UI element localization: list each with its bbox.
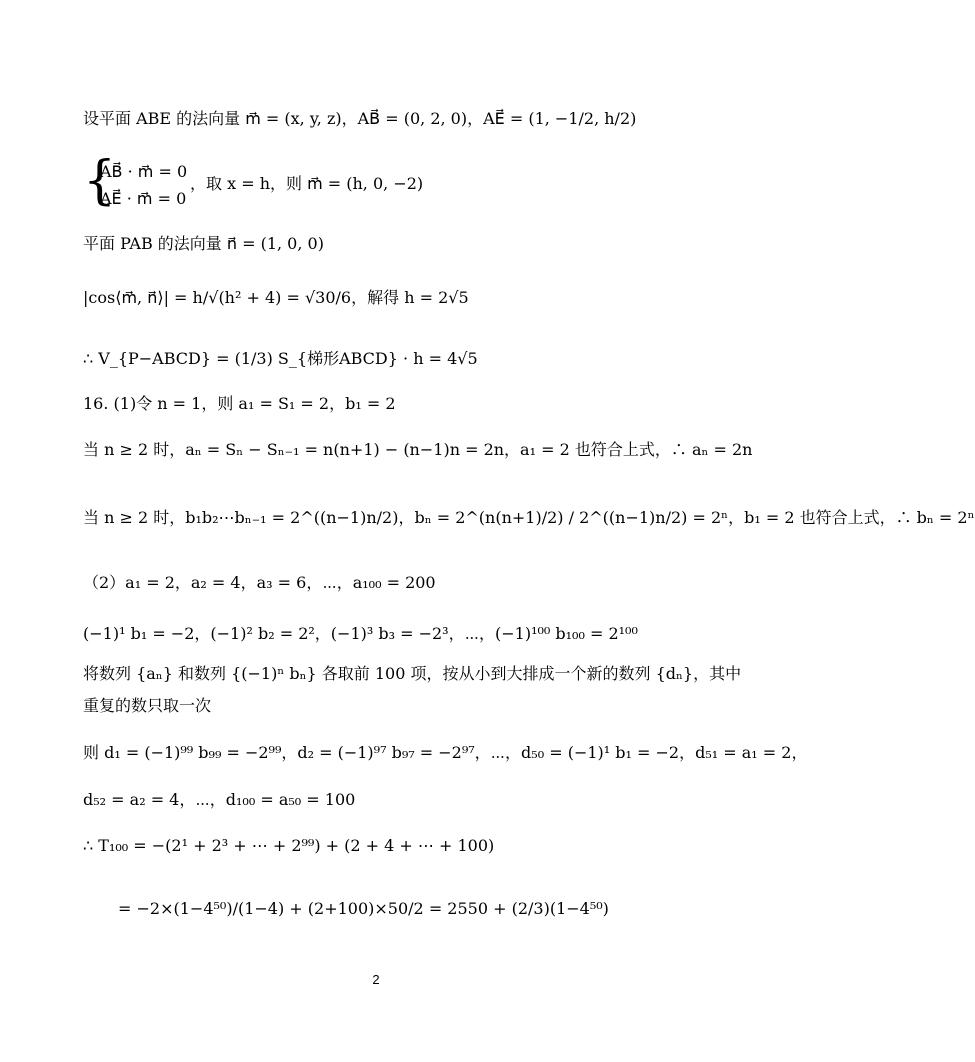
line-dn-terms: 则 d₁ = (−1)⁹⁹ b₉₉ = −2⁹⁹，d₂ = (−1)⁹⁷ b₉₇ = −2⁹⁷，⋯，d₅₀ = (−1)¹ b₁ = −2，d₅₁ = a₁ = 2， — [83, 743, 808, 762]
line-dn-terms-2: d₅₂ = a₂ = 4，⋯，d₁₀₀ = a₅₀ = 100 — [83, 790, 356, 809]
page-number: 2 — [372, 972, 380, 987]
line-q16-part1: 16. (1)令 n = 1，则 a₁ = S₁ = 2，b₁ = 2 — [83, 394, 396, 413]
line-t100-result: = −2×(1−4⁵⁰)/(1−4) + (2+100)×50/2 = 2550 + (2/3)(1−4⁵⁰) — [118, 899, 609, 918]
line-normal-vector-abe: 设平面 ABE 的法向量 m⃗ = (x, y, z)，AB⃗ = (0, 2, 0)，AE⃗ = (1, −1/2, h/2) — [83, 109, 637, 128]
line-normal-vector-pab: 平面 PAB 的法向量 n⃗ = (1, 0, 0) — [83, 234, 324, 253]
line-volume: ∴ V_{P−ABCD} = (1/3) S_{梯形ABCD} · h = 4√5 — [83, 349, 478, 368]
system-brace: { — [83, 151, 117, 211]
line-merge-sequences: 将数列 {aₙ} 和数列 {(−1)ⁿ bₙ} 各取前 100 项，按从小到大排成一个新的数列 {dₙ}，其中 — [83, 664, 742, 683]
line-cosine-equation: |cos⟨m⃗, n⃗⟩| = h/√(h² + 4) = √30/6，解得 h = 2√5 — [83, 288, 469, 307]
system-eq-1: AB⃗ · m⃗ = 0 — [100, 162, 188, 181]
system-result: ，取 x = h，则 m⃗ = (h, 0, −2) — [190, 174, 424, 193]
line-bn-formula: 当 n ≥ 2 时，b₁b₂⋯bₙ₋₁ = 2^((n−1)n/2)，bₙ = 2^(n(n+1)/2) / 2^((n−1)n/2) = 2ⁿ，b₁ = 2 也符合上式，∴ bₙ = 2ⁿ — [83, 508, 975, 527]
line-an-formula: 当 n ≥ 2 时，aₙ = Sₙ − Sₙ₋₁ = n(n+1) − (n−1)n = 2n，a₁ = 2 也符合上式，∴ aₙ = 2n — [83, 440, 753, 459]
line-q16-part2: （2）a₁ = 2，a₂ = 4，a₃ = 6，⋯，a₁₀₀ = 200 — [83, 573, 436, 592]
line-dedupe-note: 重复的数只取一次 — [83, 696, 212, 715]
system-eq-2: AE⃗ · m⃗ = 0 — [100, 189, 187, 208]
line-t100-sum: ∴ T₁₀₀ = −(2¹ + 2³ + ⋯ + 2⁹⁹) + (2 + 4 + ⋯ + 100) — [83, 836, 495, 855]
line-signed-bn: (−1)¹ b₁ = −2，(−1)² b₂ = 2²，(−1)³ b₃ = −2³，⋯，(−1)¹⁰⁰ b₁₀₀ = 2¹⁰⁰ — [83, 624, 638, 643]
